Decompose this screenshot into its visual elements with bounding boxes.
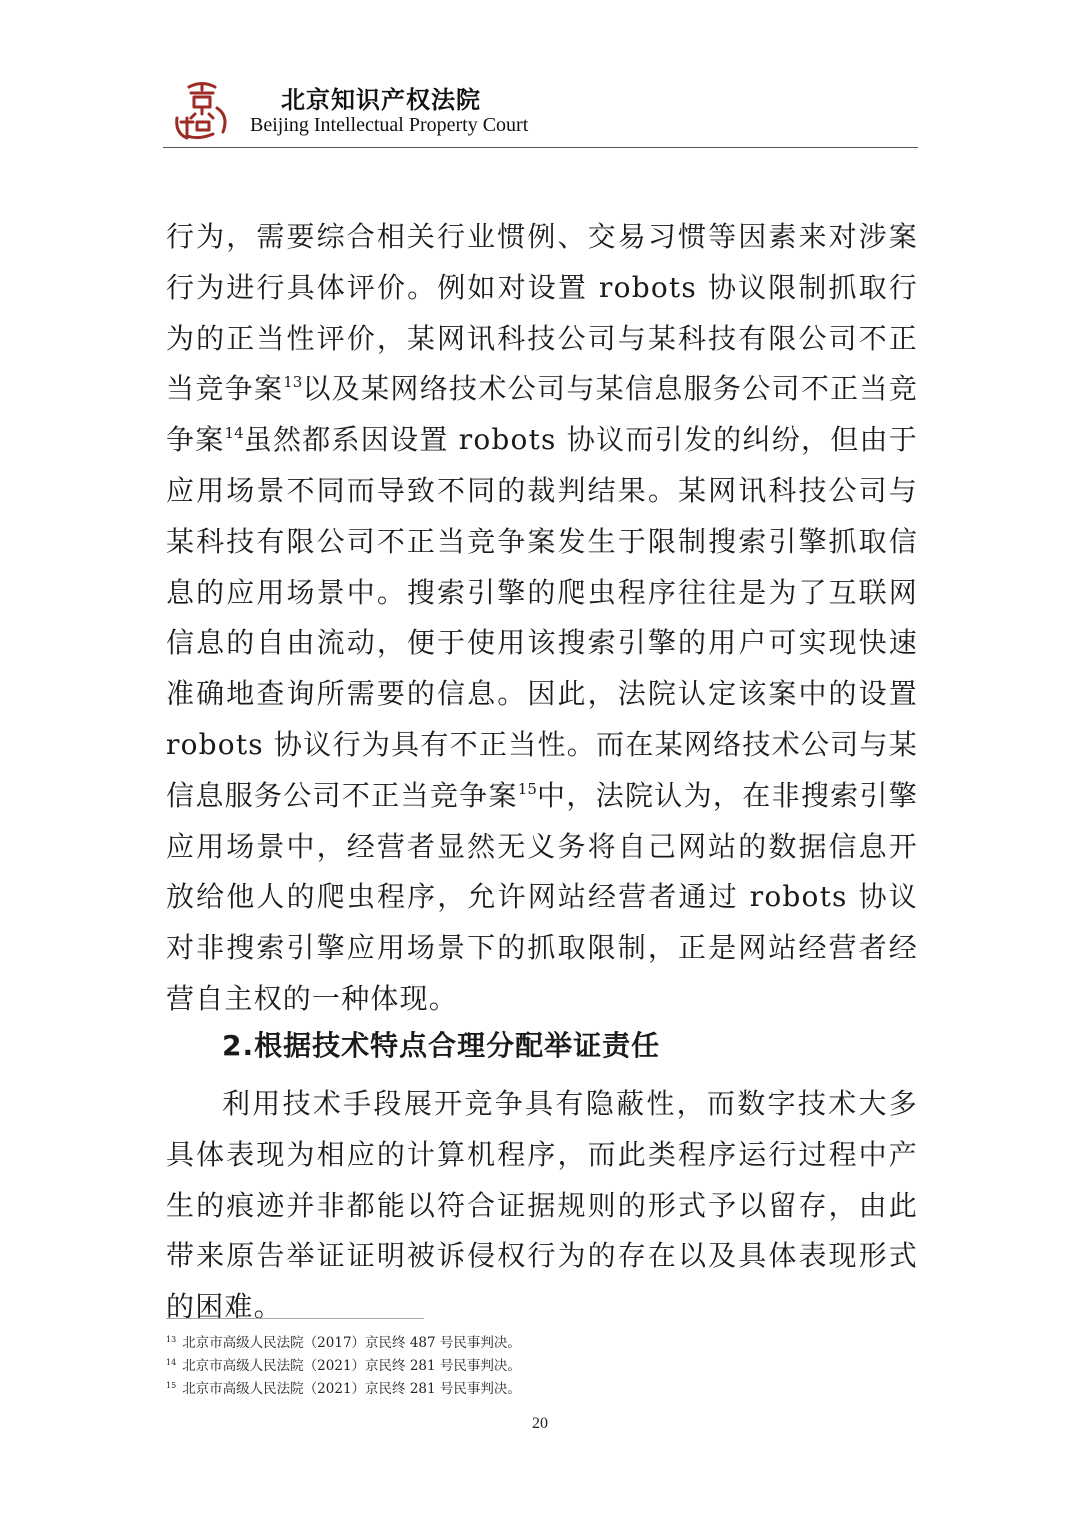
court-name-cn: 北京知识产权法院	[281, 86, 481, 114]
footnote-number: 15	[166, 1381, 177, 1390]
header-divider	[163, 147, 918, 148]
footnote-text: 北京市高级人民法院（2021）京民终 281 号民事判决。	[182, 1358, 521, 1374]
body-paragraph-2: 利用技术手段展开竞争具有隐蔽性，而数字技术大多具体表现为相应的计算机程序，而此类程序运行过程中产生的痕迹并非都能以符合证据规则的形式予以留存，由此带来原告举证证明被诉侵权行为的存在以及具体表现形式的困难。	[166, 1087, 918, 1324]
page-number: 20	[532, 1415, 548, 1432]
paragraph-text: 中，法院认为，在非搜索引擎应用场景中，经营者显然无义务将自己网站的数据信息开放给他人的爬虫程序，允许网站经营者通过 robots 协议对非搜索引擎应用场景下的抓取限制，正是网站经营者经营自主权的一种体现。	[166, 778, 918, 1015]
body-paragraph-1	[166, 212, 918, 1025]
paragraph-text: 以及某网络技术公司与某信息服务公司不正当竞争案	[166, 372, 918, 457]
footnote-item	[166, 1353, 866, 1376]
footnote-item	[166, 1330, 866, 1353]
footnote-ref-15: 15	[517, 779, 537, 798]
page-header	[163, 72, 918, 150]
footnote-number: 13	[166, 1335, 177, 1344]
footnote-text: 北京市高级人民法院（2017）京民终 487 号民事判决。	[182, 1335, 521, 1351]
footnote-number: 14	[166, 1358, 177, 1367]
court-name-en: Beijing Intellectual Property Court	[250, 114, 529, 136]
paragraph-text: 行为，需要综合相关行业惯例、交易习惯等因素来对涉案行为进行具体评价。例如对设置 robots 协议限制抓取行为的正当性评价，某网讯科技公司与某科技有限公司不正当竞争案	[166, 220, 918, 406]
paragraph-text: 虽然都系因设置 robots 协议而引发的纠纷，但由于应用场景不同而导致不同的裁判结果。某网讯科技公司与某科技有限公司不正当竞争案发生于限制搜索引擎抓取信息的应用场景中。搜索引擎的爬虫程序往往是为了互联网信息的自由流动，便于使用该搜索引擎的用户可实现快速准确地查询所需要的信息。因此，法院认定该案中的设置 robots 协议行为具有不正当性。而在某网络技术公司与某信息服务公司不正当竞争案	[166, 423, 918, 812]
footnote-item	[166, 1376, 866, 1399]
court-seal-logo-icon	[169, 78, 235, 144]
section-heading: 2.根据技术特点合理分配举证责任	[222, 1029, 661, 1062]
footnote-ref-14: 14	[224, 424, 244, 443]
footnote-ref-13: 13	[283, 373, 303, 392]
footnote-text: 北京市高级人民法院（2021）京民终 281 号民事判决。	[182, 1381, 521, 1397]
footnote-divider	[166, 1318, 424, 1319]
footnotes	[166, 1330, 866, 1399]
